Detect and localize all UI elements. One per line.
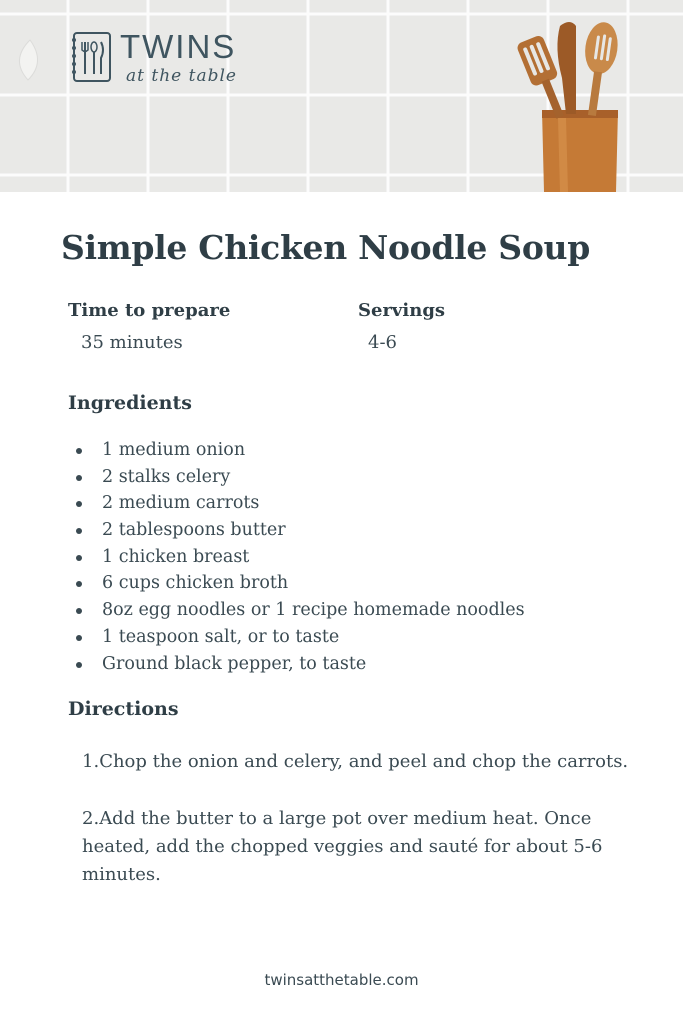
list-item [68,597,628,624]
ingredients-list [68,437,628,677]
direction-step [76,748,636,776]
bullet-icon [76,581,82,587]
list-item [68,517,628,544]
ingredient-text: 2 tablespoons butter [102,520,286,541]
bullet-icon [76,475,82,481]
servings-label: Servings [358,300,446,321]
bullet-icon [76,608,82,614]
time-label: Time to prepare [68,300,231,321]
logo-title: TWINS [120,28,237,65]
logo-subtitle: at the table [126,66,237,86]
wooden-utensils-image [500,18,630,192]
directions-list [76,748,636,918]
direction-step [76,805,636,889]
step-text: Chop the onion and celery, and peel and chop the carrots. [99,751,629,772]
ingredient-text: 2 stalks celery [102,466,231,487]
site-logo[interactable] [68,26,268,92]
notebook-with-utensils-icon [68,30,114,84]
list-item [68,544,628,571]
step-text: Add the butter to a large pot over medium heat. Once heated, add the chopped veggies and sauté for about 5-6 minutes. [82,808,603,885]
ingredients-heading: Ingredients [68,392,192,414]
bullet-icon [76,662,82,668]
list-item [68,651,628,678]
ingredient-text: 2 medium carrots [102,493,260,514]
directions-heading: Directions [68,698,179,720]
ingredient-text: 1 chicken breast [102,546,250,567]
footer-url[interactable]: twinsatthetable.com [264,971,419,989]
list-item [68,490,628,517]
list-item [68,437,628,464]
ingredient-text: 1 teaspoon salt, or to taste [102,626,340,647]
ingredient-text: 6 cups chicken broth [102,573,289,594]
list-item [68,464,628,491]
bullet-icon [76,448,82,454]
list-item [68,624,628,651]
step-number: 2. [82,808,100,829]
bullet-icon [76,501,82,507]
step-number: 1. [82,751,100,772]
recipe-title: Simple Chicken Noodle Soup [61,228,590,267]
bullet-icon [76,528,82,534]
list-item [68,570,628,597]
servings-value: 4-6 [368,332,397,353]
time-value: 35 minutes [81,332,183,353]
bullet-icon [76,555,82,561]
bullet-icon [76,635,82,641]
ingredient-text: 1 medium onion [102,440,246,460]
ingredient-text: Ground black pepper, to taste [102,653,367,674]
ingredient-text: 8oz egg noodles or 1 recipe homemade noodles [102,600,525,621]
header-image [0,0,683,192]
